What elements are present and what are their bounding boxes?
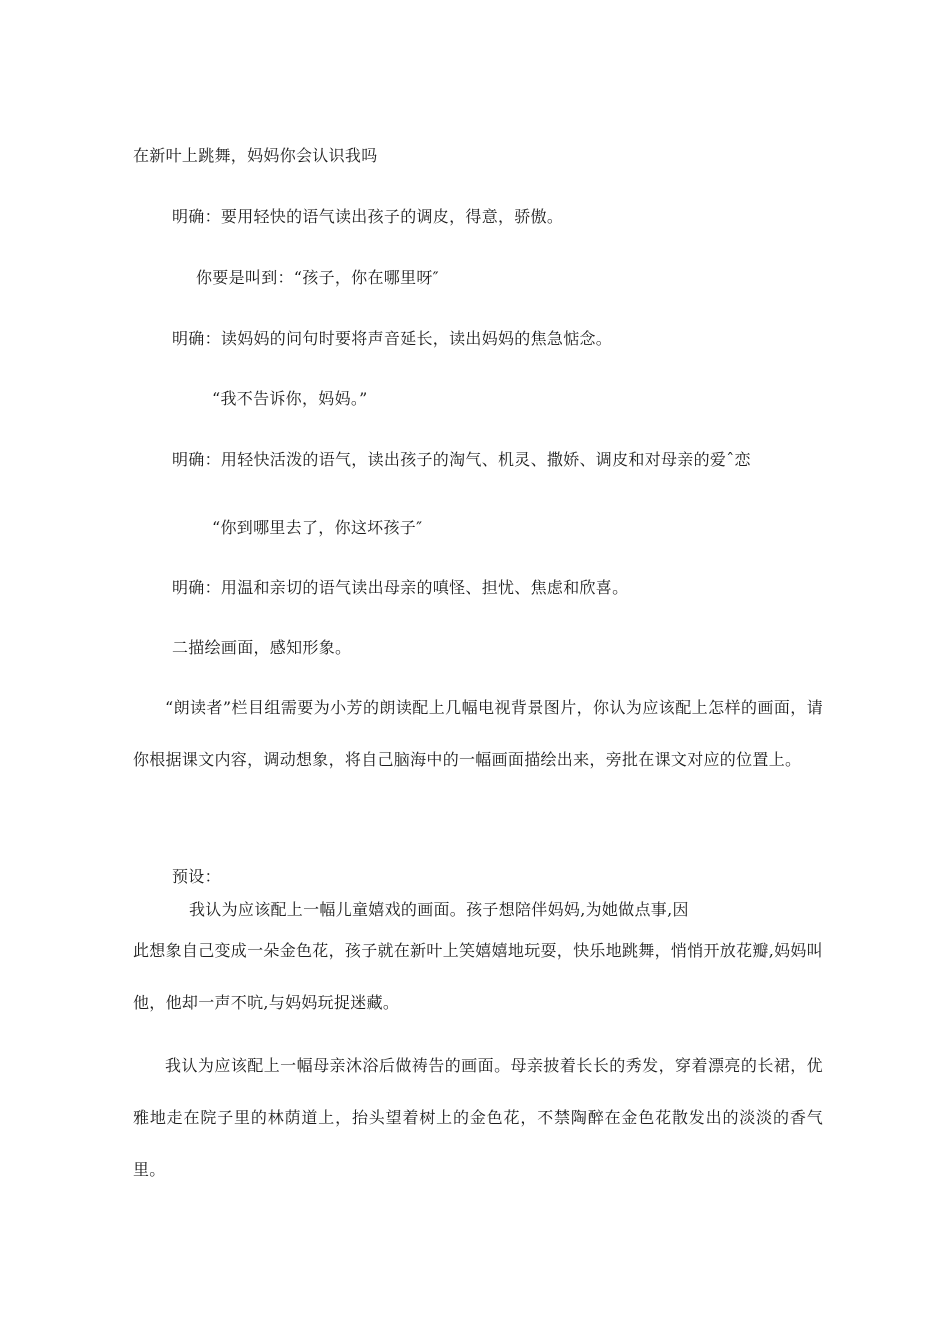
paragraph: 我认为应该配上一幅母亲沐浴后做祷告的画面。母亲披着长长的秀发，穿着漂亮的长裙，优雅地走在院子里的林荫道上，抬头望着树上的金色花，不禁陶醉在金色花散发出的淡淡的香气里。 (133, 1056, 823, 1179)
text-line: 预设： (172, 867, 221, 886)
text-line: 明确：用温和亲切的语气读出母亲的嗔怪、担忧、焦虑和欣喜。 (172, 578, 629, 597)
paragraph: 此想象自己变成一朵金色花，孩子就在新叶上笑嬉嬉地玩耍，快乐地跳舞，悄悄开放花瓣,妈妈叫他，他却一声不吭,与妈妈玩捉迷藏。 (133, 941, 823, 1012)
text-line: 明确：读妈妈的问句时要将声音延长，读出妈妈的焦急惦念。 (172, 329, 613, 348)
text-line: 你要是叫到：“孩子，你在哪里呀″ (196, 268, 439, 287)
paragraph: “朗读者”栏目组需要为小芳的朗读配上几幅电视背景图片，你认为应该配上怎样的画面，请你根据课文内容，调动想象，将自己脑海中的一幅画面描绘出来，旁批在课文对应的位置上。 (133, 698, 823, 769)
text-line: 明确：要用轻快的语气读出孩子的调皮，得意，骄傲。 (172, 207, 564, 226)
text-line: 明确：用轻快活泼的语气，读出孩子的淘气、机灵、撒娇、调皮和对母亲的爱ˆ恋 (172, 450, 751, 469)
text-line: “你到哪里去了，你这坏孩子″ (212, 518, 423, 537)
text-line: “我不告诉你，妈妈。” (212, 389, 368, 408)
text-line: 在新叶上跳舞，妈妈你会认识我吗 (133, 146, 378, 165)
text-line: 我认为应该配上一幅儿童嬉戏的画面。孩子想陪伴妈妈,为她做点事,因 (189, 900, 689, 919)
section-heading: 二描绘画面，感知形象。 (172, 638, 352, 657)
